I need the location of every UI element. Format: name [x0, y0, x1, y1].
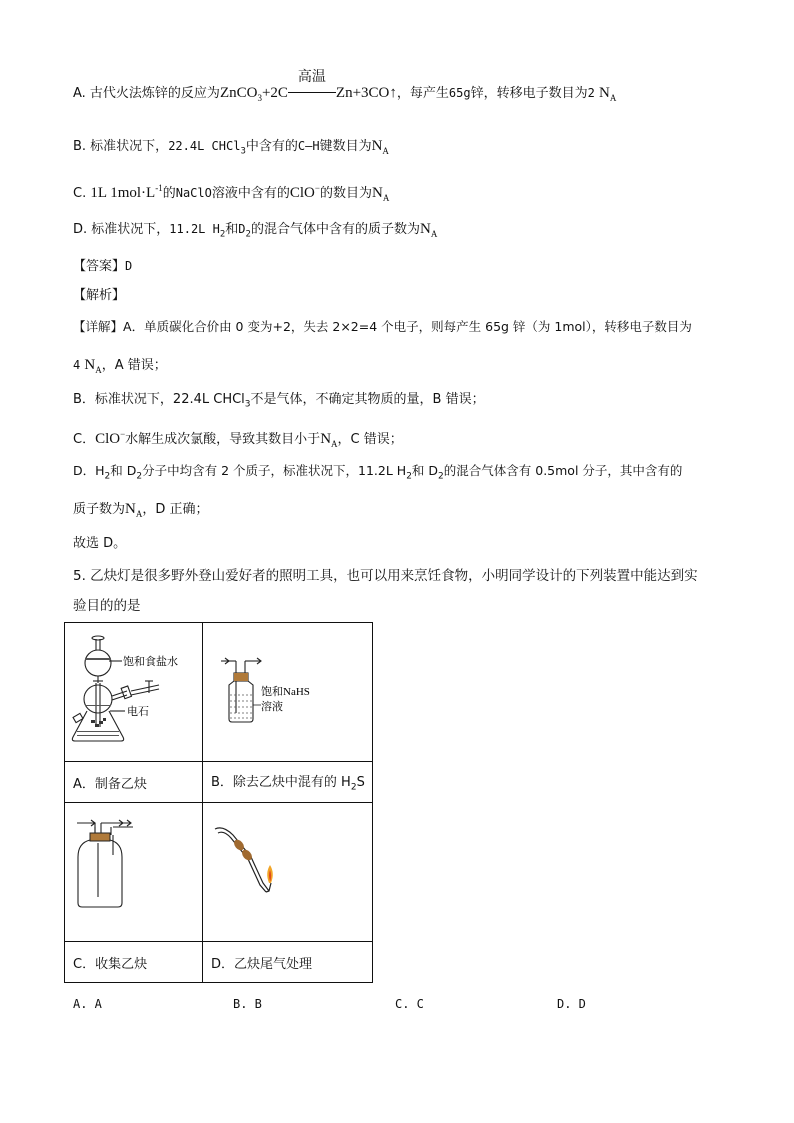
caption-b: B．除去乙炔中混有的 $H_2S$	[203, 762, 373, 803]
formula-lhs: ZnCO$_3$+2C	[219, 85, 288, 103]
option-c-concentration: 1L $1mol\cdot L^{-1}$	[90, 183, 163, 201]
option-d-d2: $D_2$	[238, 222, 251, 240]
avogadro-symbol: $N_A$	[371, 138, 389, 156]
option-c	[73, 179, 389, 207]
caption-d: D．乙炔尾气处理	[203, 942, 373, 983]
option-b-label: B. 标准状况下，	[73, 139, 169, 154]
detail-tag: 【详解】	[73, 319, 124, 334]
label-solution: 溶液	[261, 701, 283, 713]
detail-b: B．标准状况下，22.4L CHCl$_3$不是气体，不确定其物质的量，B 错误；	[73, 392, 485, 410]
question-5-line2: 验目的的是	[73, 598, 141, 614]
detail-conclusion: 故选 D。	[73, 536, 127, 551]
option-d-volume: 11.2L $H_2$	[169, 222, 226, 240]
option-a-number: 2	[587, 86, 595, 100]
clo-ion: ClO−	[95, 429, 126, 447]
label-nahs: 饱和NaHS	[261, 686, 310, 698]
option-c-clo: ClO−	[289, 183, 320, 201]
avogadro-symbol: $N_A$	[419, 221, 438, 239]
answer-tag: 【答案】	[73, 259, 126, 274]
tail-gas-burner-diagram	[203, 803, 372, 937]
apparatus-c-cell	[65, 803, 203, 942]
answer-value: D	[125, 259, 133, 273]
option-a-label: A. 古代火法炼锌的反应为	[73, 86, 220, 101]
option-d-text: 的混合气体中含有的质子数为	[250, 222, 420, 237]
detail-a-number: 4	[73, 358, 81, 372]
apparatus-d-cell	[203, 803, 373, 942]
choice-d[interactable]: D. D	[557, 997, 586, 1011]
option-c-text3: 的数目为	[319, 186, 372, 201]
option-c-text1: 的	[162, 186, 176, 201]
choice-c[interactable]: C. C	[395, 997, 424, 1011]
gas-washing-bottle-diagram	[203, 623, 372, 757]
apparatus-a-cell	[65, 623, 203, 762]
detail-d-line1: D．$H_2$和 $D_2$分子中均含有 2 个质子，标准状况下，11.2L $H_2$和 $D_2$的混合气体含有 0.5mol 分子，其中含有的	[73, 463, 683, 482]
option-b	[73, 137, 389, 160]
option-a-mass: 65g	[448, 86, 471, 100]
option-c-label: C.	[73, 186, 87, 201]
option-b-bond: C—H	[297, 139, 320, 153]
avogadro-symbol: $N_A$	[598, 85, 617, 103]
option-a	[73, 69, 617, 107]
choice-b[interactable]: B. B	[233, 997, 262, 1011]
detail-c: C．ClO−水解生成次氯酸，导致其数目小于$N_A$，C 错误；	[73, 429, 403, 449]
option-b-text: 中含有的	[245, 139, 298, 154]
avogadro-symbol: $N_A$	[371, 185, 390, 203]
option-c-naclo: NaClO	[175, 186, 212, 200]
option-b-volume: 22.4L CHCl$_3$	[168, 139, 246, 157]
avogadro-symbol: $N_A$	[125, 501, 143, 519]
detail-a-line2	[73, 356, 167, 379]
apparatus-table	[64, 622, 373, 983]
caption-c: C．收集乙炔	[65, 942, 203, 983]
gas-collection-bottle-diagram	[65, 803, 202, 937]
detail-a-line1	[73, 318, 692, 336]
option-d-label: D. 标准状况下，	[73, 222, 170, 237]
option-c-text2: 溶液中含有的	[211, 186, 290, 201]
answer-line	[73, 257, 132, 276]
choice-a[interactable]: A. A	[73, 997, 102, 1011]
acetylene-generator-diagram	[65, 623, 202, 757]
option-a-text1: ，每产生	[396, 86, 449, 101]
option-d	[73, 220, 437, 243]
caption-a: A．制备乙炔	[65, 762, 203, 803]
apparatus-b-cell	[203, 623, 373, 762]
detail-a-text: A．单质碳化合价由 0 变为+2，失去 2×2=4 个电子，则每产生 65g 锌（为 1mol），转移电子数目为	[123, 319, 692, 334]
avogadro-symbol: $N_A$	[320, 431, 338, 449]
question-5-line1: 5. 乙炔灯是很多野外登山爱好者的照明工具，也可以用来烹饪食物，小明同学设计的下列装置中能达到实	[73, 568, 698, 584]
option-a-text2: 锌，转移电子数目为	[470, 86, 588, 101]
detail-a-tail: ，A 错误；	[101, 358, 167, 373]
label-saturated-brine: 饱和食盐水	[123, 655, 178, 668]
formula-rhs: Zn+3CO↑	[335, 85, 397, 101]
detail-d-line2: 质子数为$N_A$，D 正确；	[73, 501, 209, 519]
avogadro-symbol: $N_A$	[84, 357, 102, 375]
option-b-text2: 键数目为	[319, 139, 372, 154]
analysis-tag: 【解析】	[73, 288, 126, 303]
reaction-condition: 高温	[288, 85, 336, 103]
label-calcium-carbide: 电石	[127, 705, 149, 718]
option-d-and: 和	[225, 222, 239, 237]
